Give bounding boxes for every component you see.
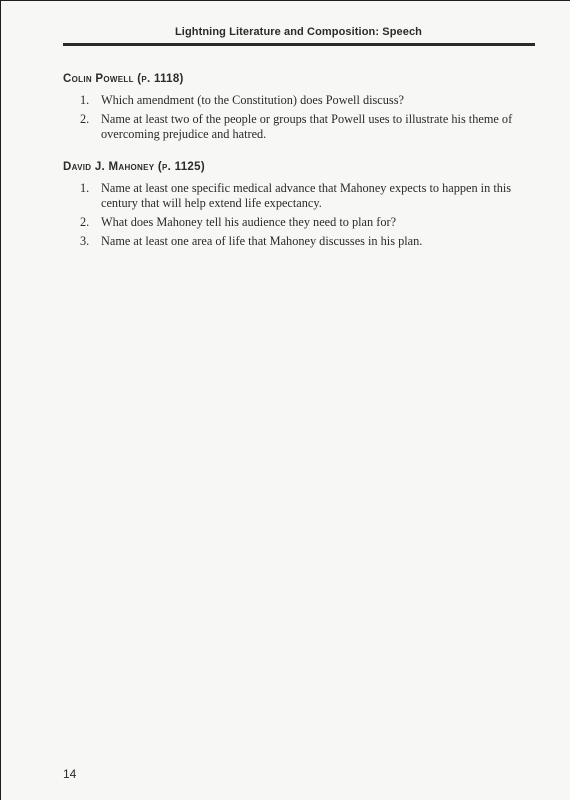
section-heading bbox=[63, 161, 533, 173]
question-text: Which amendment (to the Constitution) does Powell discuss? bbox=[101, 93, 404, 107]
question-item bbox=[63, 215, 533, 230]
question-item bbox=[63, 234, 533, 249]
section-heading-pages: (p. 1118) bbox=[137, 73, 184, 85]
question-text: Name at least two of the people or groups that Powell uses to illustrate his theme of overcoming prejudice and hatred. bbox=[101, 112, 513, 141]
question-list bbox=[63, 181, 533, 249]
section-heading-name: Colin Powell bbox=[63, 73, 134, 85]
question-list bbox=[63, 93, 533, 142]
section-colin-powell bbox=[63, 73, 533, 146]
question-text: Name at least one area of life that Mahoney discusses in his plan. bbox=[101, 234, 423, 248]
question-item bbox=[63, 93, 533, 108]
question-number: 1. bbox=[80, 93, 90, 107]
question-number: 1. bbox=[80, 181, 90, 195]
question-item bbox=[63, 112, 533, 142]
question-text: Name at least one specific medical advance that Mahoney expects to happen in this century that will help extend life expectancy. bbox=[101, 181, 512, 210]
section-heading-name: David J. Mahoney bbox=[63, 161, 155, 173]
section-david-mahoney bbox=[63, 161, 533, 253]
question-number: 3. bbox=[80, 234, 90, 248]
running-header-title: Lightning Literature and Composition: Speech bbox=[174, 26, 422, 38]
question-item bbox=[63, 181, 533, 211]
header-rule bbox=[63, 43, 535, 46]
section-heading bbox=[63, 73, 533, 85]
question-number: 2. bbox=[80, 112, 90, 126]
question-number: 2. bbox=[80, 215, 90, 229]
section-heading-pages: (p. 1125) bbox=[157, 161, 205, 173]
question-text: What does Mahoney tell his audience they need to plan for? bbox=[101, 215, 397, 229]
page-number: 14 bbox=[63, 767, 77, 781]
